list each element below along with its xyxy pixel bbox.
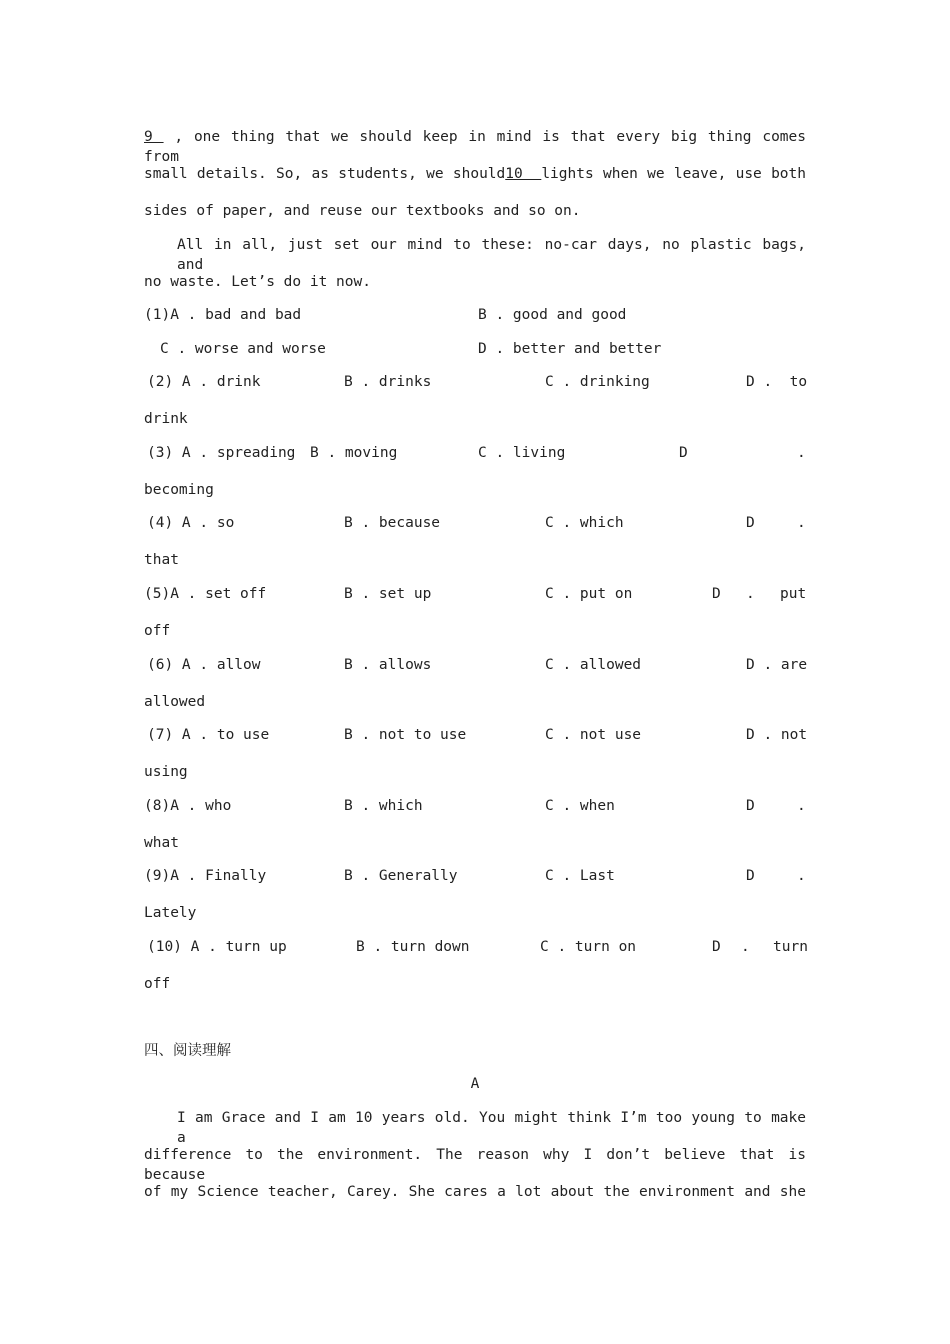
- option-d-wrap: allowed: [144, 694, 206, 710]
- option-b: B . Generally: [344, 868, 458, 884]
- option-d: D . are: [746, 657, 808, 673]
- option-d-wrap: using: [144, 764, 188, 780]
- option-d-letter: D: [712, 939, 721, 955]
- paragraph-line-2: difference to the environment. The reason why I don’t believe that is because: [144, 1147, 806, 1183]
- blank-9: 9: [144, 129, 164, 145]
- option-c: C . when: [545, 798, 615, 814]
- option-a: (5)A . set off: [144, 586, 267, 602]
- blank-10: 10: [505, 166, 542, 182]
- option-a: (7) A . to use: [147, 727, 270, 743]
- option-d-wrap: drink: [144, 411, 188, 427]
- option-d: D . not: [746, 727, 808, 743]
- option-c: C . allowed: [545, 657, 642, 673]
- option-a: (2) A . drink: [147, 374, 261, 390]
- passage-line-2: small details. So, as students, we should10 lights when we leave, use both: [144, 166, 806, 182]
- option-a: (8)A . who: [144, 798, 232, 814]
- option-a: (6) A . allow: [147, 657, 261, 673]
- option-d-dot: .: [797, 445, 806, 461]
- option-d-dot: .: [741, 939, 750, 955]
- option-d-text: put: [780, 586, 807, 602]
- option-d-wrap: that: [144, 552, 179, 568]
- option-d-letter: D: [712, 586, 721, 602]
- option-b: B . moving: [310, 445, 398, 461]
- option-c: C . put on: [545, 586, 633, 602]
- option-d-wrap: what: [144, 835, 179, 851]
- option-b: B . allows: [344, 657, 432, 673]
- option-b: B . good and good: [478, 307, 627, 323]
- option-c: C . living: [478, 445, 566, 461]
- section-heading: 四、阅读理解: [144, 1043, 231, 1059]
- option-d: D . to: [746, 374, 808, 390]
- option-d-wrap: off: [144, 976, 171, 992]
- option-b: B . drinks: [344, 374, 432, 390]
- option-d-letter: D: [746, 798, 755, 814]
- option-a: (9)A . Finally: [144, 868, 267, 884]
- option-d-dot: .: [797, 868, 806, 884]
- option-d-wrap: Lately: [144, 905, 197, 921]
- paragraph-line-1: I am Grace and I am 10 years old. You might think I’m too young to make a: [177, 1110, 806, 1146]
- option-c: C . which: [545, 515, 624, 531]
- option-d-wrap: off: [144, 623, 171, 639]
- option-b: B . which: [344, 798, 423, 814]
- option-c: C . Last: [545, 868, 615, 884]
- option-b: B . not to use: [344, 727, 467, 743]
- option-c: C . drinking: [545, 374, 650, 390]
- option-b: B . turn down: [356, 939, 470, 955]
- option-d-dot: .: [797, 515, 806, 531]
- option-a: (4) A . so: [147, 515, 235, 531]
- option-b: B . because: [344, 515, 441, 531]
- passage-line-1: 9 , one thing that we should keep in mind is that every big thing comes from: [144, 129, 807, 165]
- option-d-letter: D: [746, 868, 755, 884]
- option-d: D . better and better: [478, 341, 662, 357]
- option-c: C . turn on: [540, 939, 637, 955]
- passage-line-3: sides of paper, and reuse our textbooks and so on.: [144, 203, 581, 219]
- option-a: (3) A . spreading: [147, 445, 296, 461]
- option-d-letter: D: [679, 445, 688, 461]
- passage-line-4: All in all, just set our mind to these: no-car days, no plastic bags, and: [177, 237, 806, 273]
- passage-line-5: no waste. Let’s do it now.: [144, 274, 371, 290]
- option-c: C . worse and worse: [160, 341, 326, 357]
- option-c: C . not use: [545, 727, 642, 743]
- option-d-letter: D: [746, 515, 755, 531]
- option-d-dot: .: [746, 586, 755, 602]
- paragraph-line-3: of my Science teacher, Carey. She cares a lot about the environment and she: [144, 1184, 806, 1200]
- option-b: B . set up: [344, 586, 432, 602]
- option-a: (10) A . turn up: [147, 939, 287, 955]
- option-d-wrap: becoming: [144, 482, 214, 498]
- option-d-text: turn: [773, 939, 808, 955]
- option-a: (1)A . bad and bad: [144, 307, 302, 323]
- option-d-dot: .: [797, 798, 806, 814]
- section-subheading: A: [470, 1076, 480, 1092]
